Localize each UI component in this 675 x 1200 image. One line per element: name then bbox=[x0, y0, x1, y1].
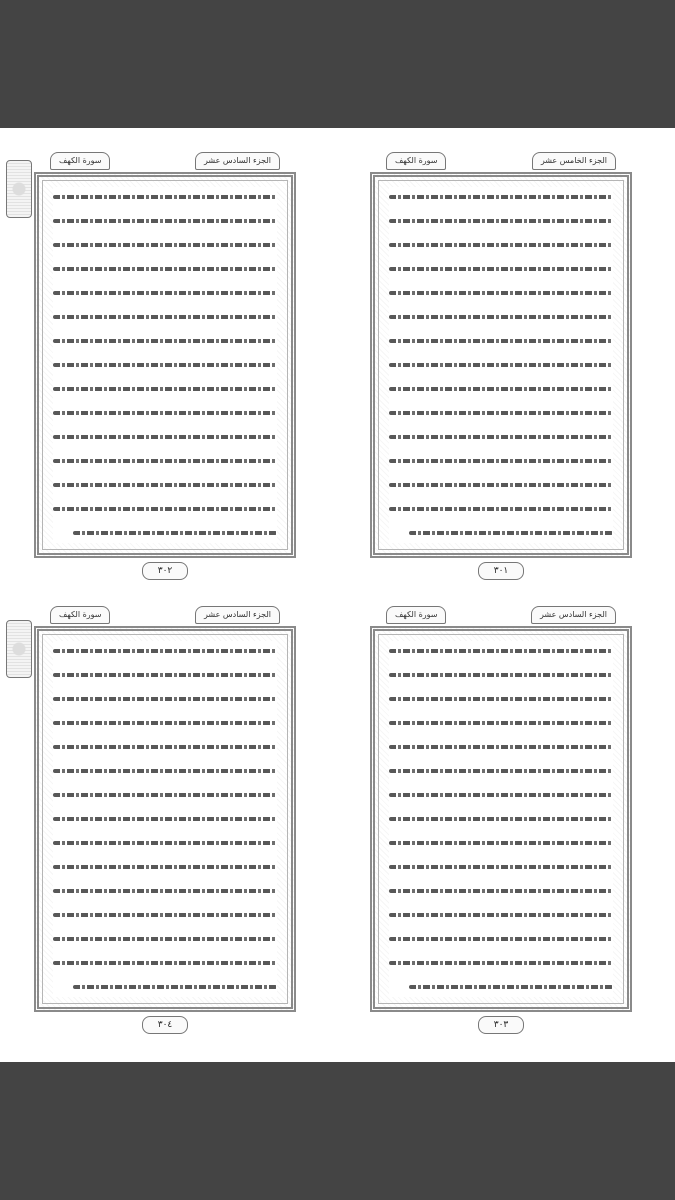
page-number: ٣٠٤ bbox=[142, 1016, 188, 1034]
verse-line bbox=[389, 841, 613, 845]
verse-line bbox=[53, 507, 277, 511]
verse-line bbox=[389, 745, 613, 749]
verse-line bbox=[389, 961, 613, 965]
verse-line bbox=[53, 411, 277, 415]
verse-line bbox=[53, 267, 277, 271]
verse-line bbox=[389, 459, 613, 463]
verse-line bbox=[73, 531, 277, 535]
verse-line bbox=[53, 721, 277, 725]
verse-line bbox=[389, 937, 613, 941]
page-header bbox=[370, 150, 632, 172]
page-header bbox=[34, 150, 296, 172]
verse-line bbox=[389, 435, 613, 439]
ornamental-border bbox=[34, 172, 296, 558]
verse-line bbox=[53, 195, 277, 199]
verse-line bbox=[389, 363, 613, 367]
ornamental-border bbox=[370, 172, 632, 558]
surah-name-label: سورة الكهف bbox=[50, 152, 110, 170]
verse-line bbox=[53, 363, 277, 367]
verse-line bbox=[409, 531, 613, 535]
verse-line bbox=[389, 411, 613, 415]
verse-line bbox=[389, 387, 613, 391]
verse-text-block bbox=[389, 187, 613, 543]
verse-line bbox=[53, 961, 277, 965]
verse-line bbox=[389, 339, 613, 343]
verse-line bbox=[53, 697, 277, 701]
verse-line bbox=[389, 483, 613, 487]
verse-line bbox=[389, 793, 613, 797]
verse-line bbox=[53, 315, 277, 319]
verse-line bbox=[53, 435, 277, 439]
verse-text-block bbox=[53, 187, 277, 543]
verse-line bbox=[389, 291, 613, 295]
juz-label: الجزء السادس عشر bbox=[195, 152, 280, 170]
verse-line bbox=[53, 937, 277, 941]
verse-line bbox=[389, 865, 613, 869]
page-number: ٣٠٣ bbox=[478, 1016, 524, 1034]
quran-page-top-left bbox=[34, 150, 296, 582]
juz-label: الجزء السادس عشر bbox=[195, 606, 280, 624]
verse-line bbox=[389, 721, 613, 725]
verse-line bbox=[389, 315, 613, 319]
verse-line bbox=[53, 219, 277, 223]
verse-line bbox=[73, 985, 277, 989]
verse-line bbox=[389, 507, 613, 511]
page-number: ٣٠٢ bbox=[142, 562, 188, 580]
verse-line bbox=[389, 267, 613, 271]
verse-line bbox=[389, 673, 613, 677]
verse-line bbox=[53, 243, 277, 247]
verse-line bbox=[389, 219, 613, 223]
verse-line bbox=[389, 889, 613, 893]
verse-line bbox=[53, 673, 277, 677]
verse-line bbox=[389, 817, 613, 821]
quran-page-bottom-right bbox=[370, 604, 632, 1036]
verse-text-block bbox=[389, 641, 613, 997]
verse-line bbox=[53, 339, 277, 343]
page-header bbox=[34, 604, 296, 626]
page-header bbox=[370, 604, 632, 626]
verse-line bbox=[409, 985, 613, 989]
verse-line bbox=[389, 243, 613, 247]
verse-line bbox=[53, 841, 277, 845]
hizb-marker-ornament bbox=[6, 620, 32, 678]
juz-label: الجزء السادس عشر bbox=[531, 606, 616, 624]
verse-line bbox=[53, 889, 277, 893]
verse-line bbox=[53, 793, 277, 797]
verse-line bbox=[389, 769, 613, 773]
verse-line bbox=[389, 649, 613, 653]
verse-line bbox=[53, 913, 277, 917]
surah-name-label: سورة الكهف bbox=[50, 606, 110, 624]
verse-line bbox=[53, 817, 277, 821]
verse-line bbox=[53, 291, 277, 295]
verse-text-block bbox=[53, 641, 277, 997]
verse-line bbox=[389, 913, 613, 917]
quran-page-bottom-left bbox=[34, 604, 296, 1036]
verse-line bbox=[389, 195, 613, 199]
verse-line bbox=[389, 697, 613, 701]
juz-marker-ornament bbox=[6, 160, 32, 218]
ornamental-border bbox=[370, 626, 632, 1012]
verse-line bbox=[53, 649, 277, 653]
surah-name-label: سورة الكهف bbox=[386, 606, 446, 624]
verse-line bbox=[53, 387, 277, 391]
juz-label: الجزء الخامس عشر bbox=[532, 152, 616, 170]
ornamental-border bbox=[34, 626, 296, 1012]
verse-line bbox=[53, 745, 277, 749]
page-number: ٣٠١ bbox=[478, 562, 524, 580]
verse-line bbox=[53, 865, 277, 869]
surah-name-label: سورة الكهف bbox=[386, 152, 446, 170]
verse-line bbox=[53, 483, 277, 487]
verse-line bbox=[53, 769, 277, 773]
verse-line bbox=[53, 459, 277, 463]
quran-page-top-right bbox=[370, 150, 632, 582]
